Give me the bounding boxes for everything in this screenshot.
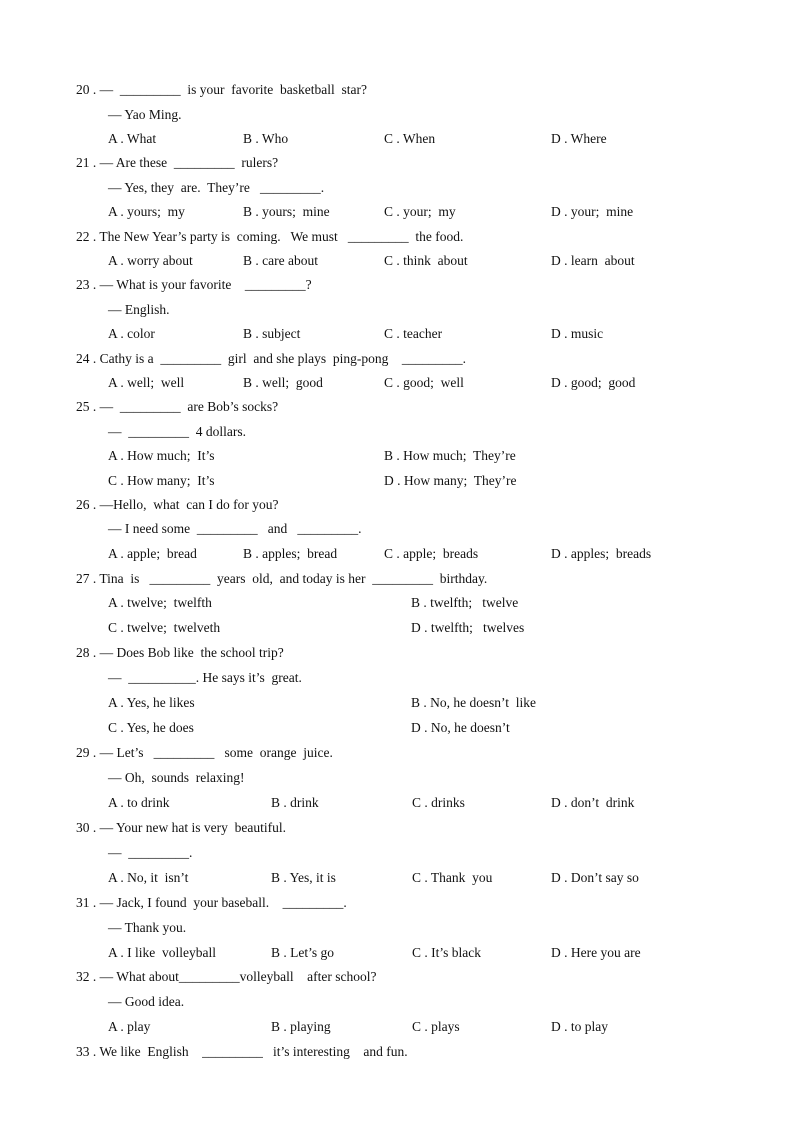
option-b[interactable]: B . playing: [271, 1019, 331, 1034]
question-stem: 33 . We like English _________ it’s interesting and fun.: [76, 1044, 408, 1059]
question-stem: 30 . — Your new hat is very beautiful.: [76, 820, 286, 835]
option-a[interactable]: A . well; well: [108, 375, 185, 390]
option-c[interactable]: C . think about: [384, 253, 468, 268]
option-b[interactable]: B . No, he doesn’t like: [411, 695, 536, 710]
question-stem: 22 . The New Year’s party is coming. We must _________ the food.: [76, 229, 464, 244]
option-a[interactable]: A . Yes, he likes: [108, 695, 195, 710]
option-a[interactable]: A . color: [108, 326, 155, 341]
question-stem-line: — Good idea.: [108, 994, 185, 1009]
option-d[interactable]: D . Here you are: [551, 945, 641, 960]
option-c[interactable]: C . apple; breads: [384, 546, 479, 561]
question-stem: 29 . — Let’s _________ some orange juice.: [76, 745, 333, 760]
option-c[interactable]: C . your; my: [384, 204, 456, 219]
option-b[interactable]: B . subject: [243, 326, 301, 341]
option-a[interactable]: A . to drink: [108, 795, 170, 810]
option-d[interactable]: D . How many; They’re: [384, 473, 517, 488]
question-stem-line: — Yes, they are. They’re _________.: [108, 180, 325, 195]
question-stem: 27 . Tina is _________ years old, and today is her _________ birthday.: [76, 571, 488, 586]
option-a[interactable]: A . play: [108, 1019, 151, 1034]
option-b[interactable]: B . care about: [243, 253, 318, 268]
question-stem: 23 . — What is your favorite _________?: [76, 277, 312, 292]
question-stem-line: — I need some _________ and _________.: [108, 521, 362, 536]
option-c[interactable]: C . It’s black: [412, 945, 481, 960]
option-d[interactable]: D . music: [551, 326, 604, 341]
option-c[interactable]: C . Thank you: [412, 870, 493, 885]
option-b[interactable]: B . Let’s go: [271, 945, 334, 960]
question-stem: 32 . — What about_________volleyball after school?: [76, 969, 377, 984]
option-d[interactable]: D . Don’t say so: [551, 870, 639, 885]
option-a[interactable]: A . twelve; twelfth: [108, 595, 212, 610]
question-stem: 20 . — _________ is your favorite basketball star?: [76, 82, 367, 97]
option-b[interactable]: B . twelfth; twelve: [411, 595, 519, 610]
option-d[interactable]: D . good; good: [551, 375, 636, 390]
question-stem-line: — _________ 4 dollars.: [108, 424, 246, 439]
option-a[interactable]: A . How much; It’s: [108, 448, 215, 463]
option-d[interactable]: D . learn about: [551, 253, 635, 268]
option-c[interactable]: C . twelve; twelveth: [108, 620, 221, 635]
question-stem-line: — __________. He says it’s great.: [108, 670, 302, 685]
option-b[interactable]: B . drink: [271, 795, 319, 810]
option-d[interactable]: D . twelfth; twelves: [411, 620, 525, 635]
question-stem-line: — Thank you.: [108, 920, 187, 935]
option-a[interactable]: A . No, it isn’t: [108, 870, 189, 885]
question-stem-line: — Yao Ming.: [108, 107, 182, 122]
question-stem-line: — Oh, sounds relaxing!: [108, 770, 245, 785]
question-stem-line: — _________.: [108, 845, 193, 860]
option-c[interactable]: C . plays: [412, 1019, 460, 1034]
option-b[interactable]: B . apples; bread: [243, 546, 338, 561]
option-c[interactable]: C . When: [384, 131, 436, 146]
question-stem: 24 . Cathy is a _________ girl and she plays ping-pong _________.: [76, 351, 466, 366]
option-c[interactable]: C . good; well: [384, 375, 464, 390]
option-c[interactable]: C . Yes, he does: [108, 720, 194, 735]
option-b[interactable]: B . yours; mine: [243, 204, 330, 219]
option-d[interactable]: D . No, he doesn’t: [411, 720, 510, 735]
option-a[interactable]: A . What: [108, 131, 157, 146]
question-stem: 28 . — Does Bob like the school trip?: [76, 645, 284, 660]
option-b[interactable]: B . well; good: [243, 375, 323, 390]
option-c[interactable]: C . teacher: [384, 326, 443, 341]
option-d[interactable]: D . Where: [551, 131, 607, 146]
question-stem: 26 . —Hello, what can I do for you?: [76, 497, 279, 512]
option-b[interactable]: B . Who: [243, 131, 289, 146]
option-a[interactable]: A . apple; bread: [108, 546, 197, 561]
option-d[interactable]: D . your; mine: [551, 204, 634, 219]
option-b[interactable]: B . Yes, it is: [271, 870, 336, 885]
option-c[interactable]: C . drinks: [412, 795, 465, 810]
option-d[interactable]: D . apples; breads: [551, 546, 652, 561]
option-a[interactable]: A . yours; my: [108, 204, 185, 219]
option-a[interactable]: A . worry about: [108, 253, 193, 268]
option-d[interactable]: D . to play: [551, 1019, 608, 1034]
question-stem: 31 . — Jack, I found your baseball. _________.: [76, 895, 347, 910]
question-stem: 25 . — _________ are Bob’s socks?: [76, 399, 279, 414]
option-d[interactable]: D . don’t drink: [551, 795, 635, 810]
option-c[interactable]: C . How many; It’s: [108, 473, 215, 488]
question-stem-line: — English.: [108, 302, 170, 317]
option-a[interactable]: A . I like volleyball: [108, 945, 216, 960]
option-b[interactable]: B . How much; They’re: [384, 448, 516, 463]
question-stem: 21 . — Are these _________ rulers?: [76, 155, 279, 170]
